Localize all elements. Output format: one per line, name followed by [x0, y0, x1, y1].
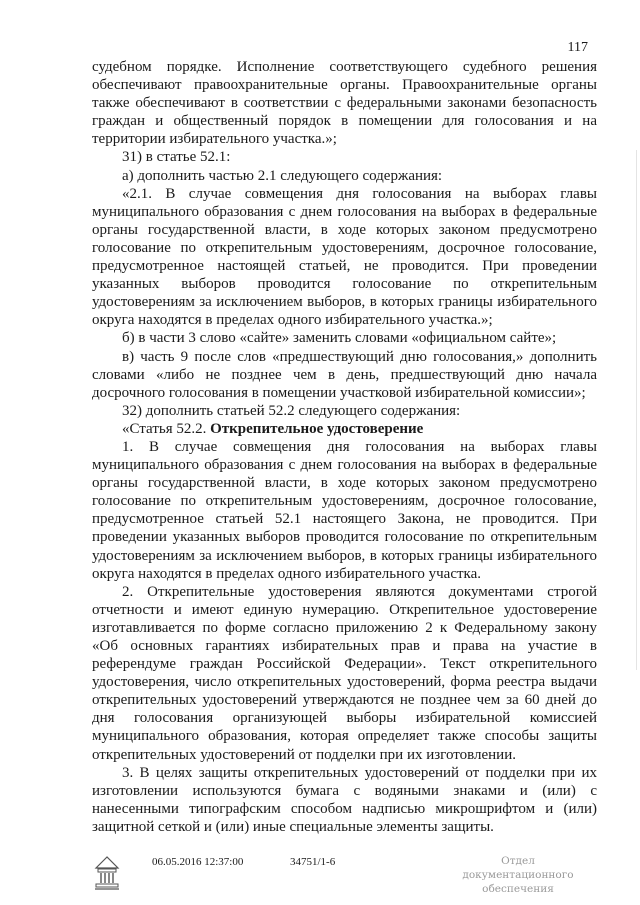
- article-heading-title: Открепительное удостоверение: [210, 420, 424, 437]
- paragraph: судебном порядке. Исполнение соответствующего судебного решения обеспечивают правоохранительные органы. Правоохранительные органы также обеспечивают в соответствии с федеральными законами безопасность граждан и общественный порядок в помещении для голосования и на территории избирательного участка.»;: [92, 59, 597, 148]
- footer-date: 06.05.2016 12:37:00: [152, 856, 244, 868]
- page-number: 117: [567, 40, 588, 55]
- department-stamp: [448, 854, 588, 896]
- document-body: [92, 58, 597, 836]
- page-footer: [0, 852, 640, 902]
- paragraph: 1. В случае совмещения дня голосования на выборах главы муниципального образования с днем голосования на выборах в федеральные органы государственной власти, в ходе которых законом предусмотрено голосование по открепительным удостоверениям, досрочное голосование, предусмотренное статьей 52.1 настоящего Закона, не проводится. При проведении указанных выборов проводится голосование по открепительным удостоверениям за исключением выборов, в которых границы избирательного округа находятся в пределах одного избирательного участка.: [92, 438, 597, 582]
- stamp-line: Отдел документационного: [462, 855, 574, 881]
- article-heading-prefix: «Статья 52.2.: [122, 420, 211, 437]
- paragraph: в) часть 9 после слов «предшествующий дню голосования,» дополнить словами «либо не позднее чем в день, предшествующий дню начала досрочного голосования в помещении участковой избирательной комиссии»;: [92, 348, 597, 401]
- article-heading: [92, 420, 597, 438]
- paragraph: «2.1. В случае совмещения дня голосования на выборах главы муниципального образования с днем голосования на выборах в федеральные органы государственной власти, в ходе которых законом предусмотрено голосование по открепительным удостоверениям, досрочное голосование, предусмотренное настоящей статьей, не проводится. При проведении указанных выборов проводится голосование по открепительным удостоверениям за исключением выборов, в которых границы избирательного округа находятся в пределах одного избирательного участка.»;: [92, 185, 597, 329]
- paragraph: 31) в статье 52.1:: [122, 149, 231, 166]
- paragraph: 3. В целях защиты открепительных удостоверений от подделки при их изготовлении используются бумага с водяными знаками и (или) с нанесенными типографским способом надписью микрошрифтом и (или) защитной сеткой и (или) иные специальные элементы защиты.: [92, 764, 597, 835]
- paragraph: 2. Открепительные удостоверения являются документами строгой отчетности и имеют единую нумерацию. Открепительное удостоверение изготавливается по форме согласно приложению 2 к Федеральному закону «Об основных гарантиях избирательных прав и права на участие в референдуме граждан Российской Федерации». Текст открепительного удостоверения, число открепительных удостоверений, форма реестра выдачи открепительных удостоверений утверждаются не позднее чем за 60 дней до дня голосования организующей выборы избирательной комиссией муниципального образования, которая определяет также способы защиты открепительных удостоверений от подделки при их изготовлении.: [92, 583, 597, 763]
- stamp-line: обеспечения: [482, 883, 554, 895]
- footer-doc-number: 34751/1-6: [290, 856, 336, 868]
- paragraph: б) в части 3 слово «сайте» заменить словами «официальном сайте»;: [122, 330, 557, 347]
- scan-edge-line: [636, 150, 637, 670]
- emblem-icon: [92, 854, 122, 895]
- paragraph: 32) дополнить статьей 52.2 следующего содержания:: [122, 402, 461, 419]
- paragraph: а) дополнить частью 2.1 следующего содержания:: [122, 167, 443, 184]
